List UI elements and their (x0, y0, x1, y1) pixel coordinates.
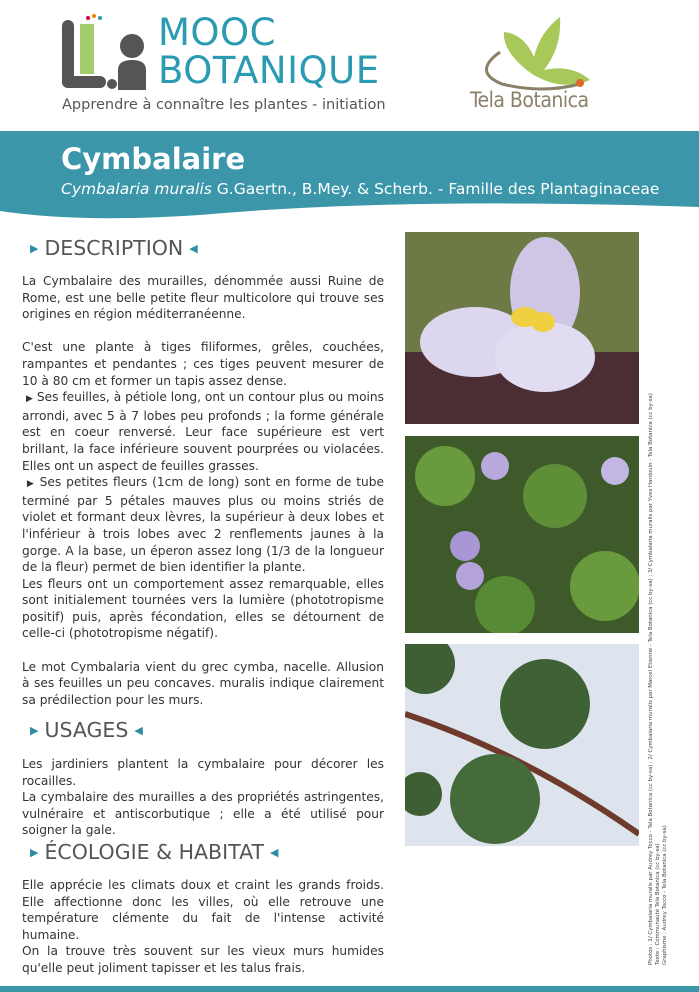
mooc-title: MOOC BOTANIQUE (158, 11, 380, 92)
photo-plant-on-wall (405, 436, 639, 633)
footer-bar (0, 986, 699, 992)
photo-flower-closeup (405, 232, 639, 424)
description-text: La Cymbalaire des murailles, dénommée aussi Ruine de Rome, est une belle petite fleur multicolore qui trouve ses origines en région méditerranéenne. C'est une plante à tiges filiformes, grêles, couchées, rampantes et pendantes ; ces tiges peuvent mesurer de 10 à 80 cm et former un tapis assez dense. ▶ Ses feuilles, à pétiole long, ont un contour plus ou moins arrondi, avec 5 à 7 lobes peu profonds ; la forme générale est en coeur renversé. Leur face supérieure est vert brillant, la face inférieure souvent pourprées ou violacées. Elles ont un aspect de feuilles grasses. ▶ Ses petites fleurs (1cm de long) sont en forme de tube terminé par 5 pétales mauves plus ou moins striés de violet et formant deux lèvres, la supérieur à deux lobes et l'inférieur à trois lobes avec 2 renflements jaunes à la gorge. A la base, un éperon assez long (1/3 de la longueur de la fleur) permet de bien identifier la plante. Les fleurs ont un comportement assez remarquable, elles sont initialement tournées vers la lumière (phototropisme positif) puis, après fécondation, elles se détournent de celle-ci (phototropisme négatif). Le mot Cymbalaria vient du grec cymba, nacelle. Allusion à ses feuilles un peu concaves. muralis indique clairement sa prédilection pour les murs. (22, 274, 385, 707)
tela-botanica-logo-text: Tela Botanica (470, 88, 589, 112)
photo-credits: Photos : 1/ Cymbalaria muralis par Audrey Tocco - Tela Botanica (cc by-sa) ; 2/ Cymbalaria muralis par Marcel Etienne - Tela Botanica (cc by-sa) ; 3/ Cymbalaria muralis par Yves Hardouin - Tela Botanica (cc by-sa) Texte : Communauté Tela Botanica (cc by-sa) Graphisme : Audrey Tocco - Tela Botanica (cc by-sa) (648, 393, 668, 965)
tagline: Apprendre à connaître les plantes - initiation (62, 97, 386, 113)
section-heading-ecologie: ▶ ÉCOLOGIE & HABITAT ◀ (30, 840, 279, 864)
section-heading-description: ▶ DESCRIPTION ◀ (30, 236, 198, 260)
page-subtitle: Cymbalaria muralis G.Gaertn., B.Mey. & Scherb. - Famille des Plantaginaceae (61, 180, 660, 198)
photo-leaves (405, 644, 639, 846)
page-title: Cymbalaire (61, 142, 246, 176)
section-heading-usages: ▶ USAGES ◀ (30, 718, 143, 742)
usages-text: Les jardiniers plantent la cymbalaire pour décorer les rocailles. La cymbalaire des murailles a des propriétés astringentes, vulnéraire et antiscorbutique ; elle a été utilisé pour soigner la gale. (22, 757, 384, 838)
ecologie-text: Elle apprécie les climats doux et craint les grands froids. Elle affectionne donc les villes, où elle retrouve une température clémente du fait de l'intense activité humaine. On la trouve très souvent sur les vieux murs humides qu'elle peut joliment tapisser et les talus frais. (22, 878, 384, 975)
